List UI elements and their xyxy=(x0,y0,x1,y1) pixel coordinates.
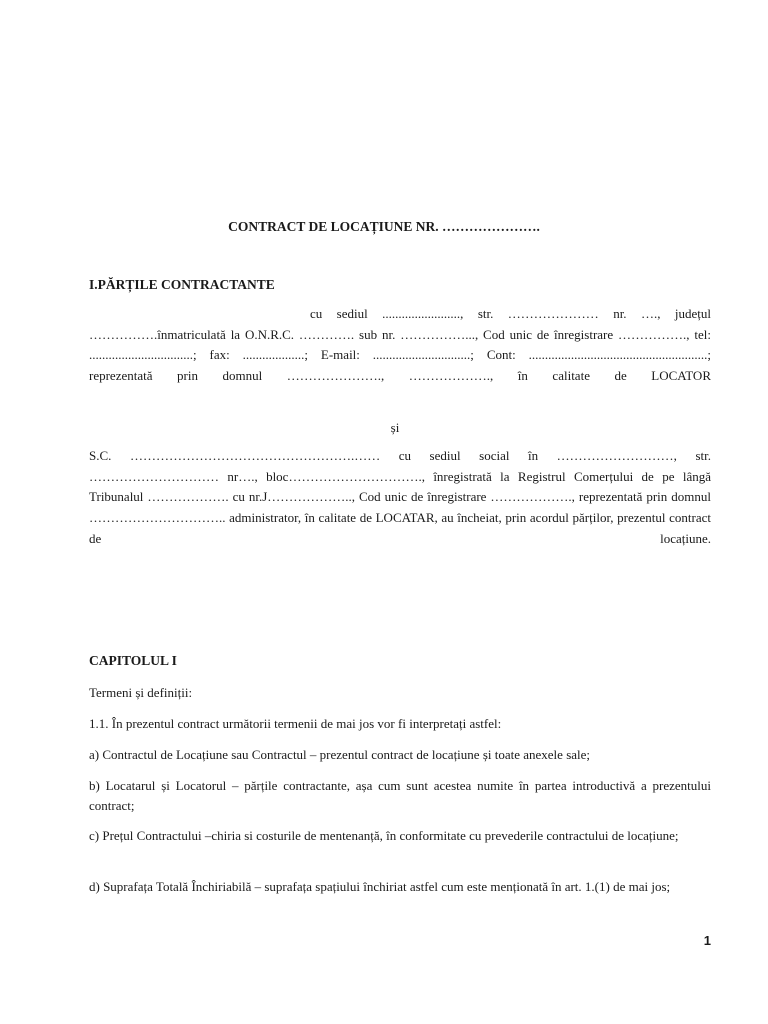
definition-item-b: b) Locatarul și Locatorul – părțile contractante, așa cum sunt acestea numite în partea introductivă a prezentului contract; xyxy=(89,778,711,813)
definition-item-c: c) Prețul Contractului –chiria si costurile de mentenanță, în conformitate cu prevederile contractului de locațiune; xyxy=(89,828,679,843)
locator-paragraph: cu sediul ........................, str. ………………… nr. …., județul …………….înmatriculată la O.N.R.C. …………. sub nr. ……………..., Cod unic de înregistrare ……………., tel: ................................; fax: ...................; E-mail: ..............................; Cont: .......................................................; reprezentată prin domnul …………………., ………………., în calitate de LOCATOR xyxy=(89,306,711,384)
clause-1-1: 1.1. În prezentul contract următorii termenii de mai jos vor fi interpretați astfel: xyxy=(89,716,502,731)
page-number: 1 xyxy=(703,933,711,948)
locatar-paragraph: S.C. …………………………………………….…… cu sediul social în ………………………, str. ………………………… nr…., bloc…………………………., înregistrată la Registrul Comerțului de pe lângă Tribunalul ………………. cu nr.J……………….., Cod unic de înregistrare ………………., reprezentată prin domnul ………………………….. administrator, în calitate de LOCATAR, au încheiat, prin acordul părților, prezentul contract de locațiune. xyxy=(89,448,711,546)
contract-title: CONTRACT DE LOCAȚIUNE NR. …………………. xyxy=(228,219,540,234)
definition-item-d: d) Suprafața Totală Închiriabilă – suprafața spațiului închiriat astfel cum este menționată în art. 1.(1) de mai jos; xyxy=(89,879,671,894)
definitions-subtitle: Termeni și definiții: xyxy=(89,685,193,700)
chapter-heading: CAPITOLUL I xyxy=(89,653,177,668)
section-heading-parti: I.PĂRȚILE CONTRACTANTE xyxy=(89,277,275,292)
definition-item-a: a) Contractul de Locațiune sau Contractul – prezentul contract de locațiune și toate anexele sale; xyxy=(89,747,591,762)
and-separator: și xyxy=(390,420,400,435)
